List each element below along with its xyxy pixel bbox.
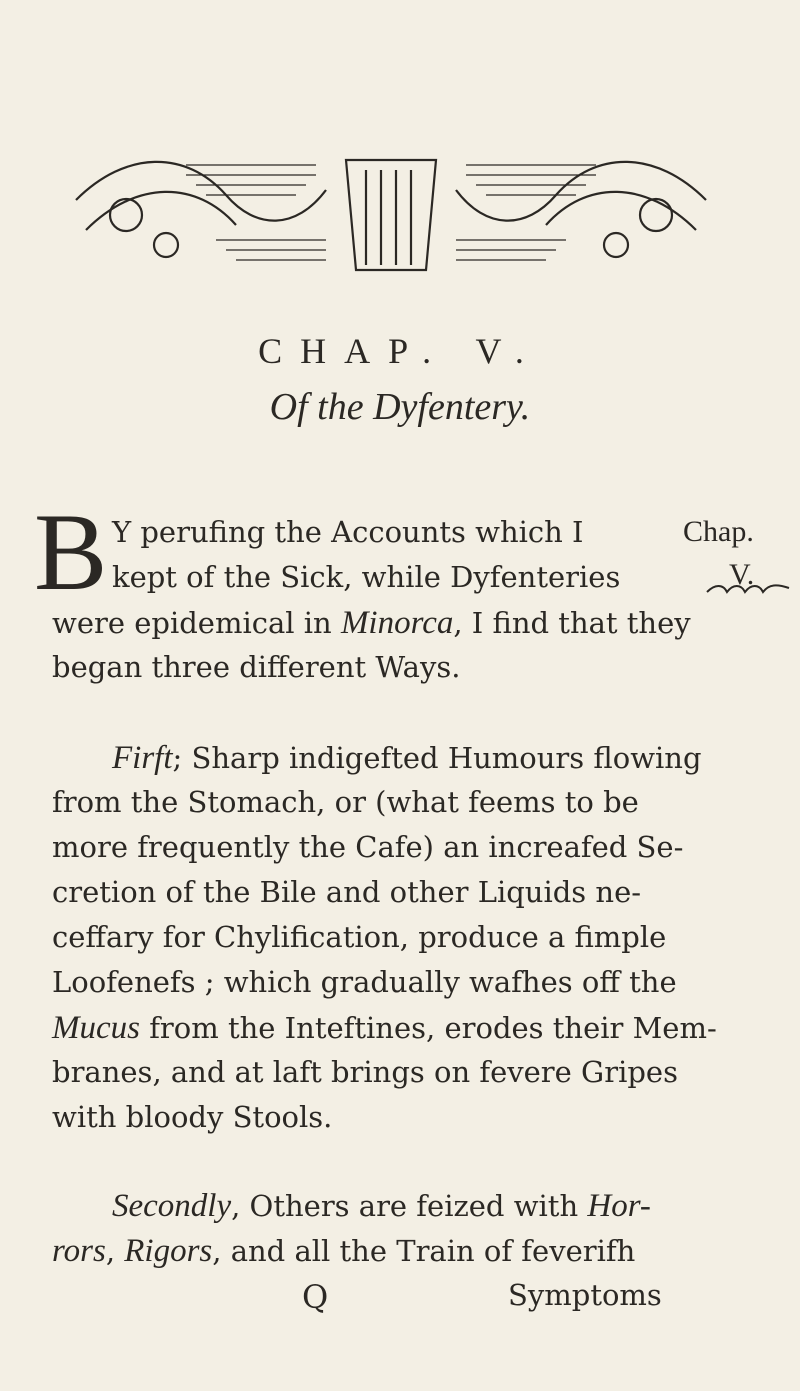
italic-term: Hor- [587, 1188, 651, 1224]
catchword: Symptoms [508, 1278, 662, 1312]
text-span: , and all the Train of feverifh [212, 1234, 636, 1268]
text-line: more frequently the Cafe) an increafed Se- [52, 830, 684, 864]
text-line [52, 1010, 717, 1047]
signature-mark: Q [302, 1278, 329, 1316]
chapter-subtitle: Of the Dyfentery. [269, 386, 531, 428]
drop-cap: B [34, 491, 108, 613]
lead-word: Secondly [112, 1188, 232, 1224]
lead-word: Firft [112, 740, 173, 776]
text-line: kept of the Sick, while Dyfenteries [112, 560, 621, 594]
italic-term: Rigors [124, 1233, 213, 1269]
text-span: ; Sharp indigefted Humours flowing [172, 741, 702, 775]
latin-term: Mucus [52, 1010, 140, 1046]
squiggle-ornament [705, 582, 791, 598]
text-span: from the Inteftines, erodes their Mem- [139, 1011, 717, 1045]
text-span: , [105, 1234, 125, 1268]
text-span: were epidemical in [52, 606, 341, 640]
text-line [112, 740, 702, 777]
text-line: branes, and at laft brings on fevere Gripes [52, 1055, 678, 1089]
text-line: ceffary for Chylification, produce a fimple [52, 920, 667, 954]
place-name: Minorca [340, 605, 454, 641]
margin-note-chap: Chap. [683, 515, 754, 548]
text-line: Y perufing the Accounts which I [112, 515, 584, 549]
text-line: Loofenefs ; which gradually wafhes off the [52, 965, 677, 999]
text-line [52, 605, 691, 642]
text-line [52, 1233, 635, 1270]
headpiece-ornament [66, 140, 716, 280]
text-line: cretion of the Bile and other Liquids ne- [52, 875, 642, 909]
text-line: from the Stomach, or (what feems to be [52, 785, 639, 819]
chapter-title: CHAP. V. [258, 331, 542, 371]
text-line: began three different Ways. [52, 650, 461, 684]
text-span: , Others are feized with [231, 1189, 588, 1223]
italic-term: rors [52, 1233, 106, 1269]
text-span: , I find that they [453, 606, 691, 640]
margin-note-number: V. [729, 558, 755, 591]
text-line: with bloody Stools. [52, 1100, 333, 1134]
text-line [112, 1188, 651, 1225]
